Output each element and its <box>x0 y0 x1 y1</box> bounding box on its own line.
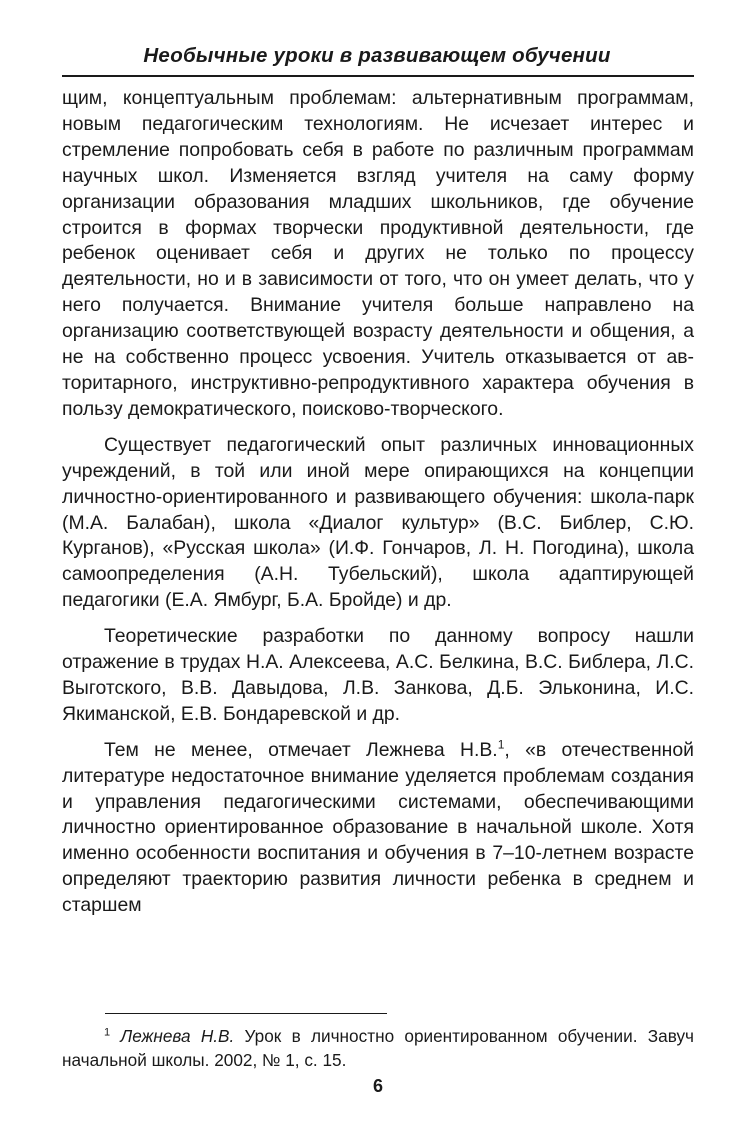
footnote-author: Лежнева Н.В. <box>120 1026 235 1046</box>
paragraph-with-footnote-ref <box>62 738 694 919</box>
running-header: Необычные уроки в развивающем обучении <box>143 44 611 67</box>
paragraph-continued: щим, концептуальным проблемам: альтернативным программам, новым педагогическим технологиям. Не исчезает интерес и стремление попробовать себя в работе по различным программам научных школ. Изменяется взгляд учителя на саму форму организации образования младших школьников, где обучение строится в формах творчески продуктивной деятельности, где ребенок оценивает себя и других не только по процессу деятельности, но и в зависимости от того, что он умеет делать, что у него получается. Внимание учителя больше направлено на организацию соответствующей возрасту деятельности и общения, а не на собственно процесс усвоения. Учитель отказывается от авторитарного, инструктивно-репродуктивного характера обучения в пользу демократического, поисково-творческого. <box>62 87 694 420</box>
footnote <box>62 1024 694 1072</box>
quote-intro: Тем не менее, отмечает Лежнева Н.В. <box>104 738 498 761</box>
page-number: 6 <box>372 1076 383 1096</box>
paragraph: Существует педагогический опыт различных инновационных учреждений, в той или иной мере опирающихся на концепции личностно-ориентированного и развивающего обучения: школа-парк (М.А. Балабан), школа «Диалог культур» (В.С. Библер, С.Ю. Курганов), «Русская школа» (И.Ф. Гончаров, Л. Н. Погодина), школа самоопределения (А.Н. Тубельский), школа адаптирующей педагогики (Е.А. Ямбург, Б.А. Бройде) и др. <box>62 433 694 612</box>
paragraph: Теоретические разработки по данному вопросу нашли отражение в трудах Н.А. Алексеева, А.С. Белкина, В.С. Библера, Л.С. Выготского, В.В. Давыдова, Л.В. Занкова, Д.Б. Эльконина, И.С. Якиманской, Е.В. Бондаревской и др. <box>62 625 694 725</box>
footnote-divider <box>105 1013 387 1014</box>
quote-text: , «в отечественной литературе недостаточное внимание уделяется проблемам создания и управления педагогическими системами, обеспечивающими личностно ориентированное образование в начальной школе. Хотя именно особенности воспитания и обучения в 7–10-летнем возрасте определяют траекторию развития личности ребенка в среднем и старшем <box>62 738 695 917</box>
footnote-source: Урок в личностно ориентированном обучении. Завуч начальной школы. 2002, № 1, с. 15. <box>62 1026 694 1070</box>
header-divider <box>62 75 694 77</box>
footnote-reference[interactable]: 1 <box>497 737 505 752</box>
body-text <box>62 86 694 919</box>
footnote-mark: 1 <box>104 1026 111 1039</box>
